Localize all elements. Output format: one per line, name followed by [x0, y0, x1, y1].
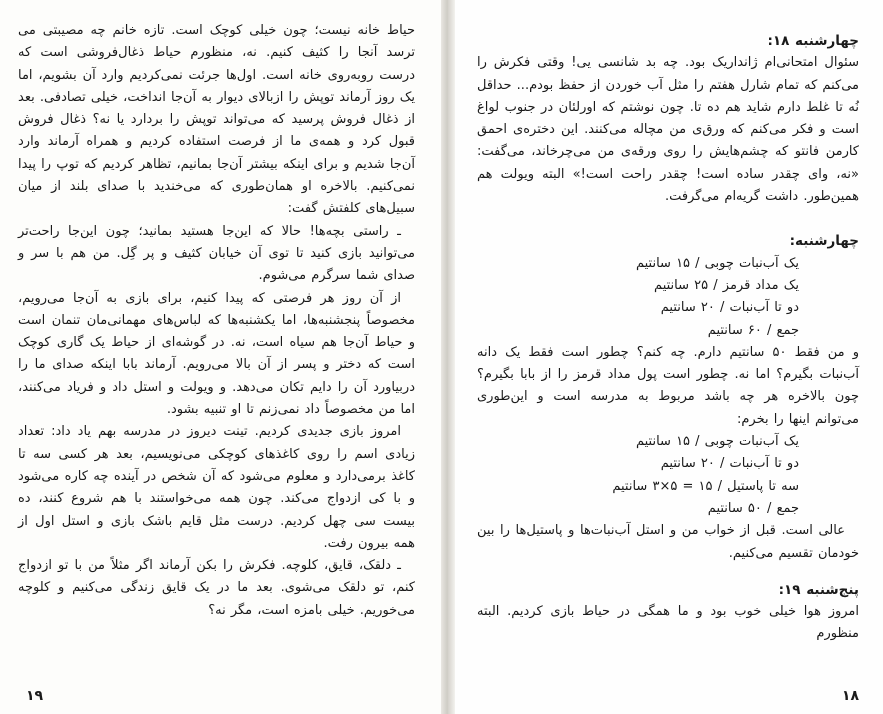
- paragraph: امروز هوا خیلی خوب بود و ما همگی در حیاط بازی کردیم. البته منظورم: [477, 604, 859, 642]
- list-item: یک آب‌نبات چوبی / ۱۵ سانتیم: [635, 434, 799, 450]
- list-item: یک مداد قرمز / ۲۵ سانتیم: [654, 277, 799, 293]
- spacer: [477, 565, 859, 579]
- paragraph: از آن روز هر فرصتی که پیدا کنیم، برای بازی به آن‌جا می‌رویم، مخصوصاً پنجشنبه‌ها، اما یکشنبه‌ها که لباس‌های مهمانی‌مان تنمان است و حیاط آن‌جا هم سیاه است، نه. در گوشه‌ای از حیاط یک گاری کوچک است که دختر و پسر از آن بالا می‌رویم. آرماند بابا اینکه صدای ما را دربیاورد آن را دایم تکان می‌دهد. و ویولت و استل داد و فریاد می‌کنند، اما من مخصوصاً داد نمی‌زنم تا او تنبیه بشود.: [18, 290, 415, 418]
- page-number: ۱۸: [841, 688, 859, 704]
- right-page-body: [477, 30, 859, 646]
- list-item: دو تا آب‌نبات / ۲۰ سانتیم: [660, 300, 799, 316]
- entry-heading: پنج‌شنبه ۱۹:: [778, 581, 859, 598]
- left-page: [0, 0, 441, 714]
- list-item: سه تا پاستیل / ۱۵ = ۵×۳ سانتیم: [612, 478, 799, 494]
- entry-heading: چهارشنبه ۱۸:: [767, 33, 859, 49]
- list-item: یک آب‌نبات چوبی / ۱۵ سانتیم: [635, 255, 799, 271]
- page-number: ۱۹: [26, 688, 44, 704]
- paragraph: ـ دلقک، قایق، کلوچه. فکرش را بکن آرماند اگر مثلاً من با تو ازدواج کنم، تو دلقک می‌شوی. بعد ما در یک قایق زندگی می‌کنیم و کلوچه می‌خوریم. خیلی بامزه است، مگر نه؟: [18, 558, 415, 618]
- paragraph: ـ راستی بچه‌ها! حالا که این‌جا هستید بمانید؛ چون این‌جا راحت‌تر می‌توانید بازی کنید تا توی آن خیابان کثیف و پر گِل. من هم با سر و صدای شما سرگرم می‌شوم.: [18, 223, 415, 284]
- paragraph: حیاط خانه نیست؛ چون خیلی کوچک است. تازه خانم چه مصیبتی می ترسد آنجا را کثیف کنیم. نه، منظورم حیاط ذغال‌فروشی است که درست روبه‌روی خانه است. اول‌ها جرئت نمی‌کردیم وارد آن بشویم، اما یک روز آرماند توپش را ازبالای دیوار به آن‌جا انداخت، خیلی تصادفی. بعد از ذغال فروش پرسید که می‌تواند توپش را بردارد یا نه؟ ذغال فروش قبول کرد و همه‌ی ما از فرصت استفاده کردیم و همراه آرماند وارد آن‌جا شدیم و برای اینکه بیشتر آن‌جا بمانیم، تظاهر کردیم که توپ را پیدا نمی‌کنیم. بالاخره او همان‌طوری که می‌خندید با صدای بلند از میان سبیل‌های کلفتش گفت:: [18, 23, 415, 217]
- paragraph: امروز بازی جدیدی کردیم. تینت دیروز در مدرسه بهم یاد داد: تعداد زیادی اسم را روی کاغذهای کوچکی می‌نویسیم، بعد هر کسی سه تا کاغذ برمی‌دارد و معلوم می‌شود که آن شخص در آینده چه کاره می‌شود و با کی ازدواج می‌کند. چون همه می‌خواستند با هم شروع کنند، ده بیست سی چهل کردیم. درست مثل قایم باشک بازی و استل اول از همه بیرون رفت.: [18, 424, 415, 551]
- entry-heading: چهارشنبه:: [789, 233, 859, 250]
- list-item: جمع / ۵۰ سانتیم: [707, 500, 799, 516]
- paragraph: سئوال امتحانی‌ام ژانداریک بود. چه بد شانسی یی! وقتی فکرش را می‌کنم که تمام شارل هفتم را مثل آب خوردن از حفظ بودم... حداقل نُه تا غلط دارم شاید هم ده تا. چون نوشتم که اورلئان در جنوب لواغ است و فکر می‌کنم که ورق‌ی من مچاله می‌کنند. این دختره‌ی احمق کارمن فانتو که چشم‌هایش را روی ورقه‌ی من می‌چرخاند، می‌گفت: «نه، وای چقدر ساده است! چقدر راحت است!» البته ویولت هم همین‌طور. داشت گریه‌ام می‌گرفت.: [477, 55, 859, 205]
- left-page-body: [18, 20, 415, 622]
- book-gutter: [441, 0, 455, 714]
- list-item: دو تا آب‌نبات / ۲۰ سانتیم: [660, 456, 799, 472]
- spacer: [477, 208, 859, 230]
- paragraph: عالی است. قبل از خواب من و استل آب‌نبات‌ها و پاستیل‌ها را بین خودمان تقسیم می‌کنیم.: [477, 523, 859, 561]
- right-page: [455, 0, 883, 714]
- list-item: جمع / ۶۰ سانتیم: [707, 322, 799, 338]
- paragraph: و من فقط ۵۰ سانتیم دارم. چه کنم؟ چطور است فقط یک دانه آب‌نبات بگیرم؟ اما نه. چطور است پول مداد قرمز را از بابا بگیرم؟ چون بالاخره هر چه باشد مربوط به مدرسه است و این‌طوری می‌توانم اینها را بخرم:: [477, 344, 859, 427]
